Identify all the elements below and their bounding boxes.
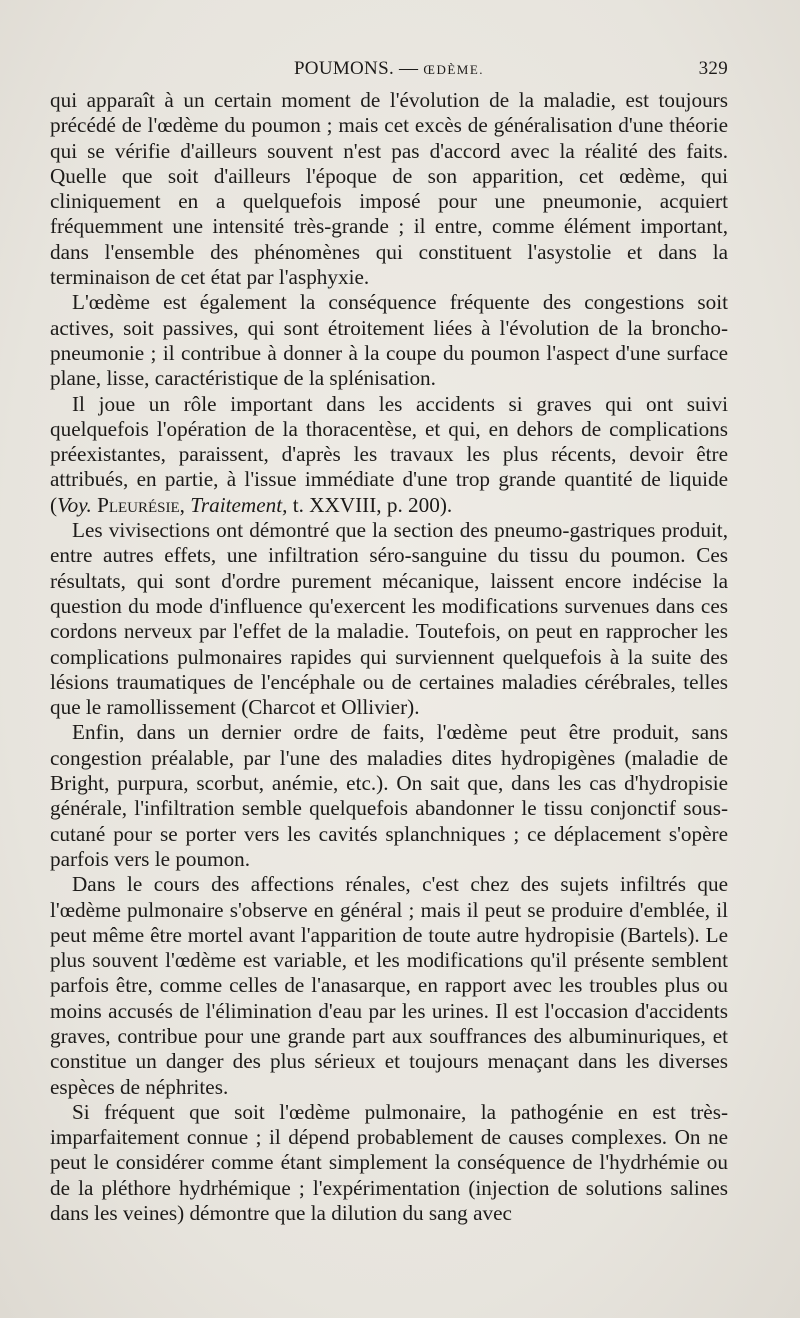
voy-reference: Voy. (57, 492, 92, 517)
paragraph-3-text-after: t. XXVIII, p. 200). (287, 492, 453, 517)
paragraph-4: Les vivisections ont démontré que la section des pneumo-gastriques produit, entre autres effets, une infiltration séro-sanguine du tissu du poumon. Ces résultats, qui sont d'ordre purement mécanique, laissent encore indécise la question du mode d'influence qu'exercent les modifications survenues dans ces cordons nerveux par l'effet de la maladie. Toutefois, on peut en rapprocher les complications pulmonaires rapides qui surviennent quelquefois à la suite des lésions traumatiques de l'encéphale ou de certaines maladies cérébrales, telles que le ramollissement (Charcot et Ollivier). (50, 518, 728, 720)
paragraph-6: Dans le cours des affections rénales, c'est chez des sujets infiltrés que l'œdème pulmonaire s'observe en général ; mais il peut se produire d'emblée, il peut même être mortel avant l'apparition de toute autre hydropisie (Bartels). Le plus souvent l'œdème est variable, et les modifications qu'il présente semblent parfois être, comme celles de l'anasarque, en rapport avec les troubles plus ou moins accusés de l'élimination d'eau par les urines. Il est l'occasion d'accidents graves, contribue pour une grande part aux souffrances des albuminuriques, et constitue un danger des plus sérieux et toujours menaçant dans les diverses espèces de néphrites. (50, 872, 728, 1099)
paragraph-7: Si fréquent que soit l'œdème pulmonaire, la pathogénie en est très-imparfaitement connue ; il dépend probablement de causes complexes. On ne peut le considérer comme étant simplement la conséquence de l'hydrhémie ou de la pléthore hydrhémique ; l'expérimentation (injection de solutions salines dans les veines) démontre que la dilution du sang avec (50, 1099, 728, 1226)
pleuresie-reference: Pleurésie, (97, 492, 185, 517)
body-text (50, 88, 728, 1226)
traitement-reference: Traitement, (190, 492, 288, 517)
paragraph-2: L'œdème est également la conséquence fréquente des congestions soit actives, soit passives, qui sont étroitement liées à l'évolution de la broncho-pneumonie ; il contribue à donner à la coupe du poumon l'aspect d'une surface plane, lisse, caractéristique de la splénisation. (50, 290, 728, 391)
running-header (50, 58, 728, 88)
running-title-sub: ŒDÈME. (423, 62, 485, 77)
paragraph-3 (50, 392, 728, 518)
running-title-main: POUMONS. — (293, 58, 419, 79)
paragraph-5: Enfin, dans un dernier ordre de faits, l'œdème peut être produit, sans congestion préalable, par l'une des maladies dites hydropigènes (maladie de Bright, purpura, scorbut, anémie, etc.). On sait que, dans les cas d'hydropisie générale, l'infiltration semble quelquefois abandonner le tissu conjonctif sous-cutané pour se porter vers les cavités splanchniques ; ce déplacement s'opère parfois vers le poumon. (50, 720, 728, 871)
running-title (50, 58, 728, 80)
paragraph-3-text-before: Il joue un rôle important dans les accidents si graves qui ont suivi quelquefois l'opération de la thoracentèse, et qui, en dehors de complications préexistantes, paraissent, d'après les travaux les plus récents, devoir être attribués, en partie, à l'issue immédiate d'une trop grande quantité de liquide ( (50, 391, 728, 517)
page-number: 329 (698, 58, 728, 79)
paragraph-1: qui apparaît à un certain moment de l'évolution de la maladie, est toujours précédé de l'œdème du poumon ; mais cet excès de généralisation d'une théorie qui se vérifie d'ailleurs souvent n'est pas d'accord avec la réalité des faits. Quelle que soit d'ailleurs l'époque de son apparition, cet œdème, qui cliniquement en a quelquefois imposé pour une pneumonie, acquiert fréquemment une intensité très-grande ; il entre, comme élément important, dans l'ensemble des phénomènes qui constituent l'asystolie et dans la terminaison de cet état par l'asphyxie. (50, 88, 728, 290)
